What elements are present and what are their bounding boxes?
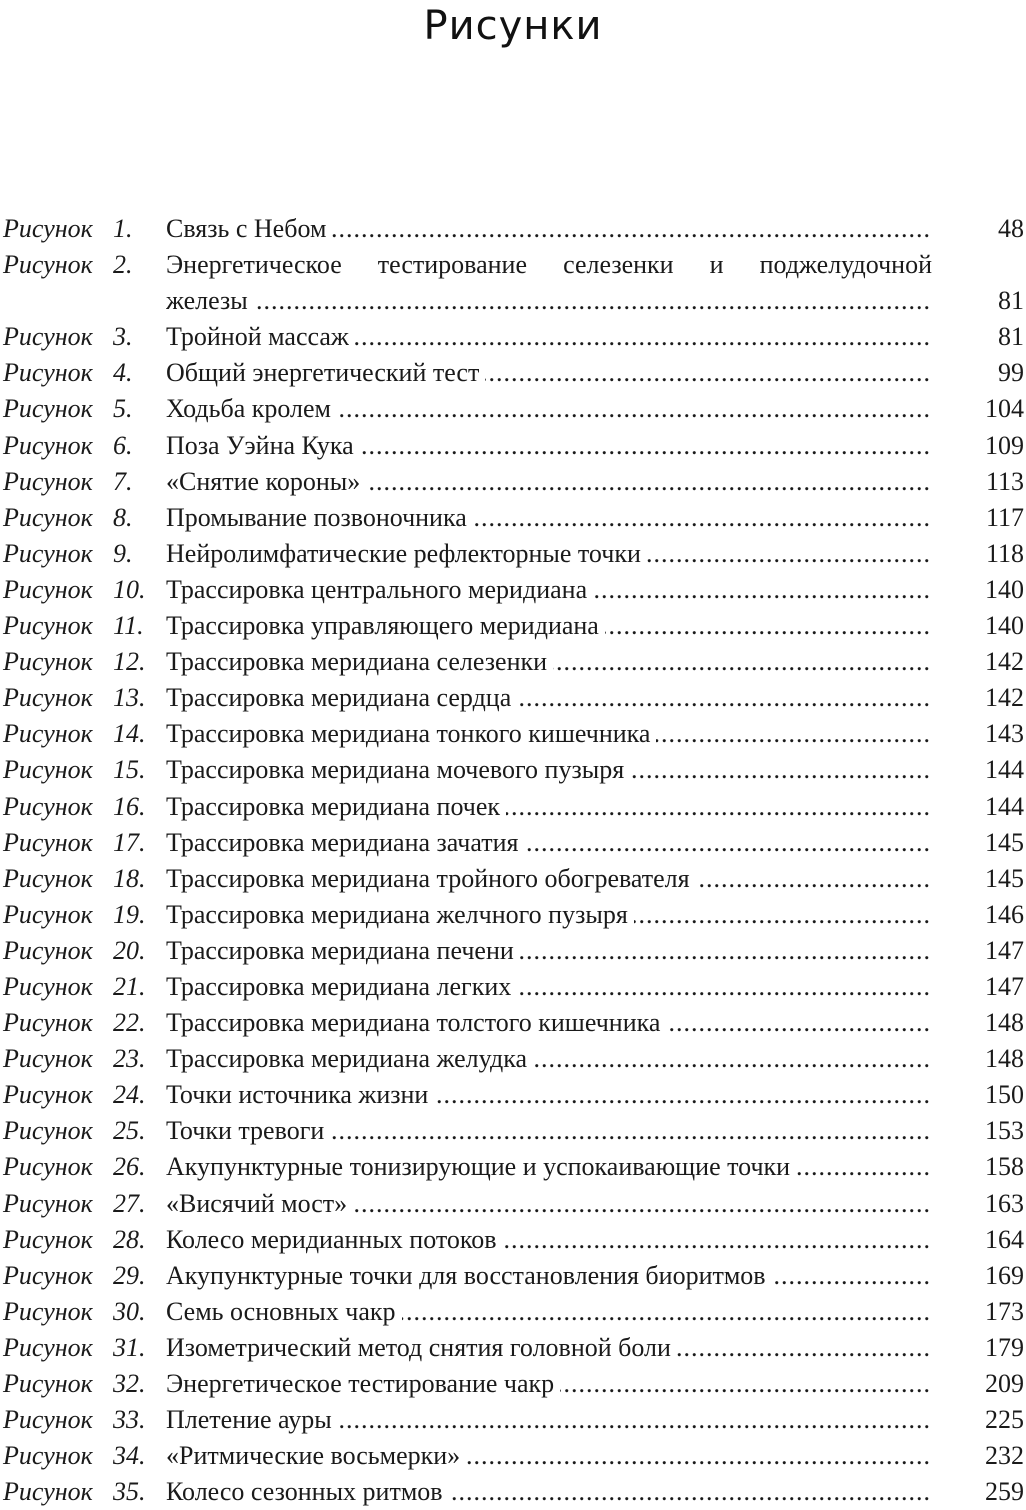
- figure-label-word: Рисунок: [3, 1008, 93, 1038]
- figure-title-text: Точки тревоги: [166, 1116, 330, 1145]
- figure-number: 8.: [113, 502, 133, 532]
- figure-page-number: 142: [985, 683, 1024, 713]
- figure-title-text: Акупунктурные точки для восстановления биоритмов: [166, 1261, 772, 1290]
- figure-number: 5.: [113, 394, 133, 424]
- figure-title-text: Трассировка меридиана селезенки: [166, 647, 553, 676]
- figure-title: [166, 319, 932, 355]
- figure-page-number: 48: [998, 214, 1024, 243]
- list-item: [0, 1149, 1026, 1185]
- figure-title-text: Ходьба кролем: [166, 394, 337, 423]
- figure-title: [166, 1113, 932, 1149]
- figure-title-text: Нейролимфатические рефлекторные точки: [166, 539, 647, 568]
- figure-label: [3, 897, 163, 933]
- figure-number: 26.: [113, 1152, 146, 1182]
- figure-label-word: Рисунок: [3, 466, 93, 496]
- figure-title: [166, 1258, 932, 1294]
- figure-title-text: Энергетическое тестирование чакр: [166, 1369, 560, 1398]
- figure-title: [166, 897, 932, 933]
- figure-label: [3, 1330, 163, 1366]
- figure-label-word: Рисунок: [3, 971, 93, 1001]
- list-item: [0, 1222, 1026, 1258]
- figure-title: [166, 211, 932, 247]
- figure-label-word: Рисунок: [3, 1044, 93, 1074]
- figure-number: 18.: [113, 863, 146, 893]
- list-item: [0, 464, 1026, 500]
- list-item: [0, 716, 1026, 752]
- figure-title-text: Семь основных чакр: [166, 1297, 402, 1326]
- figure-page-number: 140: [985, 611, 1024, 641]
- figure-page-number: 117: [985, 502, 1024, 532]
- figure-title-text: Тройной массаж: [166, 322, 355, 351]
- list-item: [0, 680, 1026, 716]
- list-item: [0, 897, 1026, 933]
- list-item: [0, 1113, 1026, 1149]
- figure-title: [166, 572, 932, 608]
- figure-number: 12.: [113, 647, 146, 677]
- figure-number: 17.: [113, 827, 146, 857]
- figure-title-text: «Ритмические восьмерки»: [166, 1441, 466, 1470]
- figure-number: 32.: [113, 1369, 146, 1398]
- figure-label-word: Рисунок: [3, 1152, 93, 1182]
- figure-number: 3.: [113, 322, 133, 352]
- figure-page-number: 179: [985, 1332, 1024, 1362]
- figure-number: 22.: [113, 1008, 146, 1038]
- figure-page-number: 169: [985, 1260, 1024, 1290]
- figure-number: 1.: [113, 214, 133, 243]
- figure-title-line1: Энергетическое тестирование селезенки и поджелудочной: [166, 250, 932, 280]
- figure-page-number: 99: [998, 358, 1024, 388]
- figure-label-word: Рисунок: [3, 1116, 93, 1146]
- figure-page-number: 259: [985, 1477, 1024, 1507]
- figure-page-number: 140: [985, 574, 1024, 604]
- figure-number: 11.: [113, 611, 144, 641]
- figure-page-number: 153: [985, 1116, 1024, 1146]
- figure-label-word: Рисунок: [3, 250, 93, 280]
- list-item: [0, 1330, 1026, 1366]
- list-item: [0, 319, 1026, 355]
- figure-page-number: 145: [985, 863, 1024, 893]
- list-item: [0, 1041, 1026, 1077]
- figure-title: [166, 500, 932, 536]
- figure-page-number: 81: [998, 286, 1024, 316]
- list-item: [0, 428, 1026, 464]
- figure-label: [3, 1113, 163, 1149]
- figure-title-line2-text: железы: [166, 286, 254, 315]
- figure-number: 13.: [113, 683, 146, 713]
- figure-label: [3, 752, 163, 788]
- figure-title-text: Изометрический метод снятия головной боли: [166, 1333, 677, 1362]
- figure-label-word: Рисунок: [3, 1080, 93, 1110]
- figure-label-word: Рисунок: [3, 430, 93, 460]
- list-item: [0, 1474, 1026, 1510]
- figure-label: [3, 861, 163, 897]
- figure-page-number: 232: [985, 1441, 1024, 1471]
- figure-label-word: Рисунок: [3, 1188, 93, 1218]
- figure-title-text: Общий энергетический тест: [166, 358, 485, 387]
- figure-label-word: Рисунок: [3, 827, 93, 857]
- list-item: [0, 1402, 1026, 1438]
- figure-label-word: Рисунок: [3, 1405, 93, 1435]
- figure-page-number: 148: [985, 1008, 1024, 1038]
- list-item: [0, 1077, 1026, 1113]
- figure-label-word: Рисунок: [3, 935, 93, 965]
- figure-label-word: Рисунок: [3, 683, 93, 713]
- figure-label-word: Рисунок: [3, 1224, 93, 1254]
- figure-number: 29.: [113, 1260, 146, 1290]
- figure-title: [166, 1041, 932, 1077]
- figure-number: 31.: [113, 1332, 146, 1362]
- figure-title-text: Трассировка меридиана толстого кишечника: [166, 1008, 666, 1037]
- figure-page-number: 104: [985, 394, 1024, 424]
- figure-number: 14.: [113, 719, 146, 749]
- figure-label-word: Рисунок: [3, 1260, 93, 1290]
- figure-label: [3, 608, 163, 644]
- figure-label-word: Рисунок: [3, 1369, 93, 1398]
- figure-label: [3, 969, 163, 1005]
- figure-number: 23.: [113, 1044, 146, 1074]
- list-item: [0, 1258, 1026, 1294]
- figure-label: [3, 464, 163, 500]
- figure-number: 25.: [113, 1116, 146, 1146]
- list-item: [0, 861, 1026, 897]
- figure-title: [166, 1077, 932, 1113]
- figure-title: [166, 536, 932, 572]
- figure-page-number: 163: [985, 1188, 1024, 1218]
- figure-page-number: 146: [985, 899, 1024, 929]
- figure-label: [3, 319, 163, 355]
- figure-label: [3, 1474, 163, 1510]
- list-item: [0, 608, 1026, 644]
- figure-title: [166, 789, 932, 825]
- figure-label-word: Рисунок: [3, 574, 93, 604]
- figure-page-number: 143: [985, 719, 1024, 749]
- list-item: [0, 211, 1026, 247]
- figure-page-number: 173: [985, 1296, 1024, 1326]
- figure-title: [166, 1186, 932, 1222]
- figure-number: 4.: [113, 358, 133, 388]
- figure-title: [166, 355, 932, 391]
- figure-title: [166, 608, 932, 644]
- figure-page-number: 145: [985, 827, 1024, 857]
- figure-page-number: 150: [985, 1080, 1024, 1110]
- figure-number: 16.: [113, 791, 146, 821]
- figure-number: 15.: [113, 755, 146, 785]
- figure-title: [166, 391, 932, 427]
- figure-page-number: 225: [985, 1405, 1024, 1435]
- figure-title-text: Колесо сезонных ритмов: [166, 1477, 449, 1506]
- figure-label-word: Рисунок: [3, 358, 93, 388]
- figure-page-number: 148: [985, 1044, 1024, 1074]
- figure-page-number: 118: [985, 538, 1024, 568]
- figure-title: [166, 1149, 932, 1185]
- figure-label: [3, 825, 163, 861]
- figure-title-text: Поза Уэйна Кука: [166, 431, 360, 460]
- list-item: [0, 391, 1026, 427]
- figure-title: [166, 1330, 932, 1366]
- figure-number: 33.: [113, 1405, 146, 1435]
- figure-label-word: Рисунок: [3, 502, 93, 532]
- figure-number: 28.: [113, 1224, 146, 1254]
- list-item: [0, 1294, 1026, 1330]
- figure-title: [166, 680, 932, 716]
- figure-page-number: 164: [985, 1224, 1024, 1254]
- figure-number: 21.: [113, 971, 146, 1001]
- figure-title: [166, 464, 932, 500]
- figure-label-word: Рисунок: [3, 1441, 93, 1471]
- figure-title: [166, 1294, 932, 1330]
- figure-number: 27.: [113, 1188, 146, 1218]
- figure-title-text: Акупунктурные тонизирующие и успокаивающие точки: [166, 1152, 796, 1181]
- figure-page-number: 144: [985, 791, 1024, 821]
- figure-page-number: 147: [985, 971, 1024, 1001]
- figure-title-text: Трассировка меридиана желудка: [166, 1044, 533, 1073]
- figure-label-word: Рисунок: [3, 214, 93, 243]
- figure-label-word: Рисунок: [3, 755, 93, 785]
- list-item: [0, 825, 1026, 861]
- figure-title-text: Колесо меридианных потоков: [166, 1225, 502, 1254]
- list-item: [0, 933, 1026, 969]
- figure-title-text: Плетение ауры: [166, 1405, 338, 1434]
- figure-label-word: Рисунок: [3, 1296, 93, 1326]
- figure-label-word: Рисунок: [3, 647, 93, 677]
- figure-label: [3, 355, 163, 391]
- figure-label: [3, 1186, 163, 1222]
- figure-label: [3, 1005, 163, 1041]
- figure-page-number: 113: [985, 466, 1024, 496]
- figure-label: [3, 536, 163, 572]
- figure-title: [166, 825, 932, 861]
- list-item: [0, 1438, 1026, 1474]
- figure-title: [166, 428, 932, 464]
- figure-number: 35.: [113, 1477, 146, 1507]
- figures-list: [0, 211, 1026, 1510]
- list-item: [0, 247, 1026, 319]
- figure-label: [3, 1258, 163, 1294]
- figure-title: [166, 644, 932, 680]
- figure-title: [166, 1005, 932, 1041]
- figure-title-text: Трассировка меридиана мочевого пузыря: [166, 755, 630, 784]
- figure-label-word: Рисунок: [3, 1477, 93, 1507]
- figure-title: [166, 1474, 932, 1510]
- figure-number: 20.: [113, 935, 146, 965]
- list-item: [0, 1005, 1026, 1041]
- figure-label: [3, 789, 163, 825]
- figure-title-text: Трассировка меридиана почек: [166, 792, 506, 821]
- figure-label-word: Рисунок: [3, 394, 93, 424]
- figure-title: [166, 1366, 932, 1402]
- figure-title: [166, 1438, 932, 1474]
- figure-label: [3, 716, 163, 752]
- figure-number: 2.: [113, 250, 133, 280]
- figure-label: [3, 1294, 163, 1330]
- figure-label-word: Рисунок: [3, 863, 93, 893]
- figure-label: [3, 500, 163, 536]
- figure-page-number: 109: [985, 430, 1024, 460]
- figure-title-text: Трассировка меридиана тонкого кишечника: [166, 719, 656, 748]
- figure-label: [3, 391, 163, 427]
- list-item: [0, 789, 1026, 825]
- figure-number: 7.: [113, 466, 133, 496]
- figure-title-text: Трассировка меридиана тройного обогревателя: [166, 864, 696, 893]
- figure-title-text: Трассировка меридиана желчного пузыря: [166, 900, 634, 929]
- figure-label: [3, 680, 163, 716]
- list-item: [0, 1186, 1026, 1222]
- list-item: [0, 1366, 1026, 1402]
- figure-page-number: 209: [985, 1369, 1024, 1398]
- figure-title-text: Трассировка центрального меридиана: [166, 575, 593, 604]
- figure-page-number: 142: [985, 647, 1024, 677]
- figure-number: 34.: [113, 1441, 146, 1471]
- figure-title-text: Трассировка меридиана легких: [166, 972, 517, 1001]
- figure-label: [3, 1402, 163, 1438]
- figure-title: [166, 969, 932, 1005]
- figure-title: [166, 1402, 932, 1438]
- figure-label: [3, 428, 163, 464]
- figure-number: 30.: [113, 1296, 146, 1326]
- figure-number: 24.: [113, 1080, 146, 1110]
- figure-number: 19.: [113, 899, 146, 929]
- figure-label: [3, 1222, 163, 1258]
- list-item: [0, 644, 1026, 680]
- figure-title: [166, 752, 932, 788]
- figure-title-text: Промывание позвоночника: [166, 503, 473, 532]
- figure-label-word: Рисунок: [3, 719, 93, 749]
- figure-title: [166, 933, 932, 969]
- figure-page-number: 158: [985, 1152, 1024, 1182]
- figure-label: [3, 247, 163, 283]
- figure-title-text: Точки источника жизни: [166, 1080, 434, 1109]
- page-title: Рисунки: [423, 3, 603, 49]
- figure-number: 6.: [113, 430, 133, 460]
- figure-label-word: Рисунок: [3, 1332, 93, 1362]
- figure-page-number: 144: [985, 755, 1024, 785]
- figure-label-word: Рисунок: [3, 611, 93, 641]
- figure-title: [166, 716, 932, 752]
- figure-title-text: Трассировка меридиана зачатия: [166, 828, 524, 857]
- list-item: [0, 536, 1026, 572]
- figure-label: [3, 1438, 163, 1474]
- list-item: [0, 572, 1026, 608]
- figure-title: [166, 1222, 932, 1258]
- figure-label: [3, 1149, 163, 1185]
- figure-label-word: Рисунок: [3, 538, 93, 568]
- figure-label: [3, 1366, 163, 1402]
- figure-label: [3, 1077, 163, 1113]
- figure-title-text: Трассировка меридиана печени: [166, 936, 520, 965]
- figure-title: [166, 247, 932, 319]
- figure-title-text: «Висячий мост»: [166, 1189, 353, 1218]
- figure-label-word: Рисунок: [3, 899, 93, 929]
- list-item: [0, 752, 1026, 788]
- figure-number: 10.: [113, 574, 146, 604]
- figure-title-text: «Снятие короны»: [166, 467, 366, 496]
- figure-label: [3, 572, 163, 608]
- figure-label: [3, 1041, 163, 1077]
- figure-page-number: 81: [998, 322, 1024, 352]
- figure-title-text: Связь с Небом: [166, 214, 332, 243]
- figure-title: [166, 861, 932, 897]
- list-item: [0, 500, 1026, 536]
- figure-label: [3, 933, 163, 969]
- list-item: [0, 355, 1026, 391]
- figure-label: [3, 644, 163, 680]
- figure-number: 9.: [113, 538, 133, 568]
- figure-label-word: Рисунок: [3, 322, 93, 352]
- figure-page-number: 147: [985, 935, 1024, 965]
- figure-title-text: Трассировка управляющего меридиана: [166, 611, 605, 640]
- figure-label: [3, 211, 163, 247]
- list-item: [0, 969, 1026, 1005]
- figure-title-text: Трассировка меридиана сердца: [166, 683, 517, 712]
- figure-title-line2: [166, 283, 932, 319]
- figure-label-word: Рисунок: [3, 791, 93, 821]
